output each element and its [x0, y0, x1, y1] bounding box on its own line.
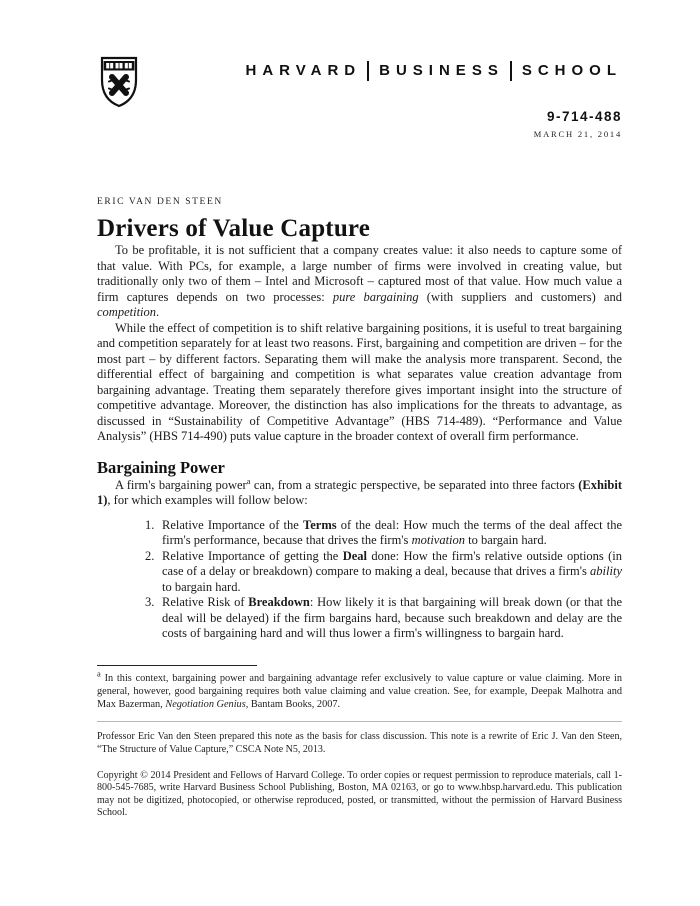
footnote-text: In this context, bargaining power and bargaining advantage refer exclusively to value capture or value claiming. More in general, however, good bargaining requires both value claiming and value creation. See, for example, Deepak Malhotra and Max Bazerman,: [97, 672, 622, 710]
footnote-separator: [97, 665, 257, 666]
bold-term: Deal: [342, 548, 367, 563]
wordmark-school: SCHOOL: [521, 62, 622, 79]
exhibit-reference: (Exhibit 1): [97, 477, 622, 507]
list-item: [145, 595, 622, 642]
paragraph-text: (with suppliers and customers) and: [418, 289, 623, 304]
source-note: Professor Eric Van den Steen prepared this note as the basis for class discussion. This note is a rewrite of Eric J. Van den Steen, “The Structure of Value Capture,” CSCA Note N5, 2013.: [97, 731, 622, 755]
italic-term: pure bargaining: [332, 289, 419, 304]
paragraph-text: can, from a strategic perspective, be separated into three factors: [250, 477, 579, 492]
section-heading-bargaining-power: Bargaining Power: [97, 457, 225, 477]
list-item-text: to bargain hard.: [162, 579, 241, 594]
footnote-a: [97, 668, 622, 712]
intro-paragraph-1: [97, 243, 622, 321]
bold-term: Breakdown: [248, 595, 310, 609]
footnote-text: , Bantam Books, 2007.: [245, 698, 341, 710]
list-item-text: : How likely it is that bargaining will break down (or that the deal will be delayed) if the firm bargains hard, because such breakdown and delay are the costs of bargaining hard and will thus lower a firm's willingness to bargain hard.: [162, 595, 622, 640]
author-name: ERIC VAN DEN STEEN: [97, 197, 223, 207]
wordmark-divider: [510, 61, 512, 81]
footnote-reference: a: [246, 475, 251, 486]
list-item: [145, 518, 622, 549]
hbs-shield-logo: [100, 56, 138, 109]
footer-divider: [97, 721, 622, 722]
paragraph-text: .: [156, 305, 160, 319]
footnote-marker: a: [97, 668, 101, 679]
hbs-wordmark: [246, 60, 622, 81]
list-item-number: 2.: [145, 548, 155, 563]
italic-term: motivation: [411, 533, 466, 547]
wordmark-harvard: HARVARD: [245, 62, 362, 79]
document-body: [97, 197, 622, 830]
paragraph-text: A firm's bargaining power: [115, 477, 247, 492]
document-date: MARCH 21, 2014: [533, 129, 622, 139]
italic-term: competition: [97, 305, 157, 319]
document-number: 9-714-488: [546, 109, 622, 124]
wordmark-business: BUSINESS: [379, 62, 504, 79]
list-item-text: done: How the firm's relative outside options (in case of a delay or breakdown) compare to making a deal, because that drives a firm's: [162, 548, 623, 578]
list-item-number: 3.: [145, 595, 155, 609]
bargaining-factors-list: [145, 518, 622, 642]
paragraph-text: To be profitable, it is not sufficient that a company creates value: it also needs to capture some of that value. With PCs, for example, a large number of firms were involved in creating value, but traditionally only two of them – Intel and Microsoft – captured most of that value. How much value a firm captures depends on two processes:: [97, 243, 622, 304]
bold-term: Terms: [303, 517, 337, 532]
list-item: [145, 549, 622, 596]
list-item-text: Relative Importance of getting the: [162, 548, 343, 563]
list-item-text: to bargain hard.: [465, 533, 547, 547]
page-title: Drivers of Value Capture: [97, 215, 371, 242]
list-item-text: Relative Importance of the: [162, 517, 304, 532]
bargaining-power-paragraph: [97, 475, 622, 509]
shield-icon: [100, 56, 138, 108]
paragraph-text: , for which examples will follow below:: [107, 493, 308, 507]
list-item-text: of the deal: How much the terms of the deal affect the firm's performance, because that drives the firm's: [162, 517, 623, 547]
list-item-text: Relative Risk of: [162, 595, 249, 609]
copyright-notice: Copyright © 2014 President and Fellows of Harvard College. To order copies or request permission to reproduce materials, call 1-800-545-7685, write Harvard Business School Publishing, Boston, MA 02163, or go to www.hbsp.harvard.edu. This publication may not be digitized, photocopied, or otherwise reproduced, posted, or transmitted, without the permission of Harvard Business School.: [97, 769, 622, 819]
italic-term: ability: [590, 564, 622, 578]
book-title: Negotiation Genius: [165, 698, 246, 710]
list-item-number: 1.: [145, 517, 155, 532]
wordmark-divider: [367, 61, 369, 81]
intro-paragraph-2: While the effect of competition is to shift relative bargaining positions, it is useful to treat bargaining and competition separately for at least two reasons. First, bargaining and competition are driven – for the most part – by different factors. Separating them will make the analysis more transparent. Second, the differential effect of bargaining and competition is what separates value creation advantage from bargaining advantage. Treating them separately therefore gives important insight into the structure of competitive advantage. Moreover, the distinction has also implications for the threats to advantage, as discussed in “Sustainability of Competitive Advantage” (HBS 714-489). “Performance and Value Analysis” (HBS 714-490) puts value capture in the broader context of overall firm performance.: [97, 320, 622, 443]
